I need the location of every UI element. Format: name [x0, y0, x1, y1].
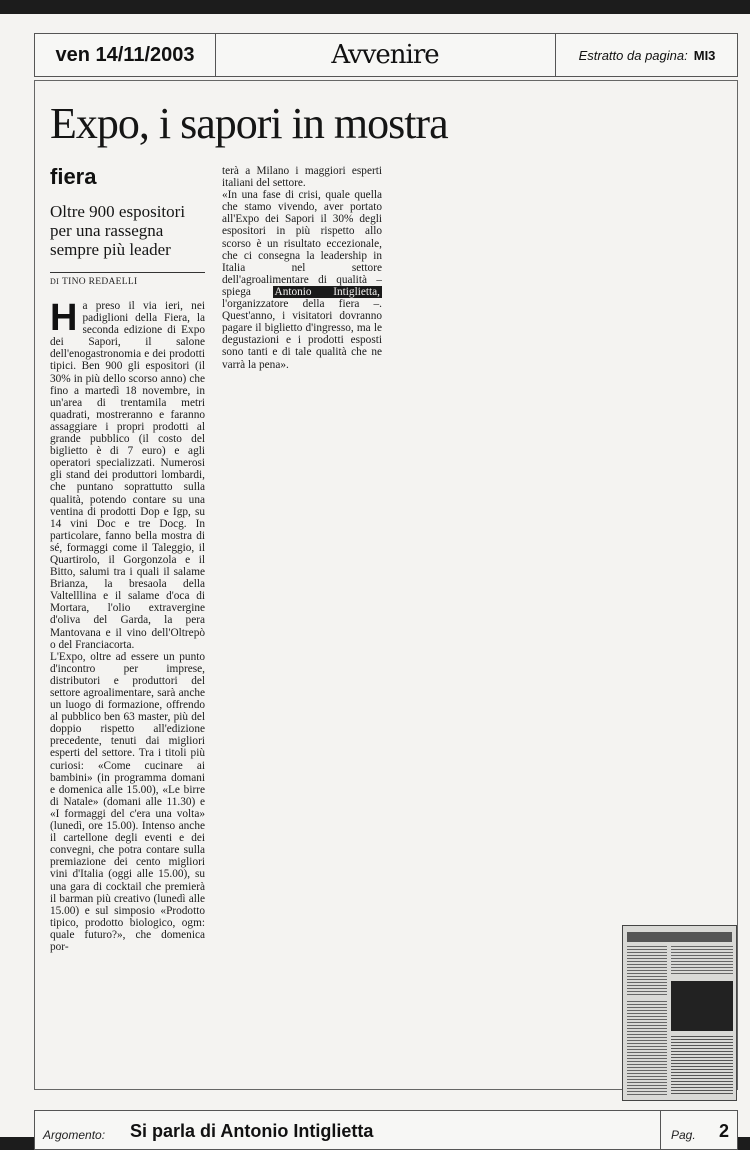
page-thumbnail — [622, 925, 737, 1101]
byline-rule — [50, 272, 205, 273]
byline-author: TINO REDAELLI — [62, 277, 138, 287]
highlighted-name: Antonio Intiglietta, — [274, 285, 380, 298]
column-2-paragraph-2-start: «In una fase di crisi, quale quella che stamo vivendo, aver portato all'Expo dei Sapori il 30% degli espositori in più rispetto allo scorso è un risultato eccezionale, che ci consegna la leadership in Italia nel settore dell'agroalimentare di qualità – spiega — [222, 189, 382, 298]
extract-info — [555, 34, 739, 76]
page-cell — [660, 1111, 739, 1149]
issue-date: ven 14/11/2003 — [35, 34, 216, 76]
column-2-paragraph-2-end: l'organizzatore della fiera –. Quest'anno, i visitatori dovranno pagare il biglietto d'ingresso, ma le degustazioni e i prodotti esposti sono tanti e di tale qualità che ne varrà la pena». — [222, 298, 382, 371]
article-title: Expo, i sapori in mostra — [50, 99, 448, 148]
drop-cap: H — [50, 300, 78, 339]
thumbnail-header-bar — [627, 932, 732, 942]
header-strip — [34, 33, 738, 77]
column-1-paragraph-2: L'Expo, oltre ad essere un punto d'incontro per imprese, distributori e produttori del settore agroalimentare, sarà anche un luogo di formazione, offrendo al pubblico ben 63 master, più del doppio rispetto all'edizione precedente, tenuti dai migliori esperti del settore. Tra i titoli più curiosi: «Come cucinare ai bambini» (in programma domani e domenica alle 15.00), «Le birre di Natale» (domani alle 11.30) e «I formaggi del c'era una volta» (lunedì, ore 15.00). Intenso anche il cartellone degli eventi e dei convegni, che potra contare sulla premiazione dei cento migliori vini d'Italia (oggi alle 15.00), su una gara di cocktail che premierà il barman più creativo (lunedì alle 15.00) e sul simposio «Prodotto tipico, prodotto biologico, ogm: quale futuro?», che domenica por- — [50, 650, 205, 953]
extract-code: MI3 — [693, 47, 716, 63]
thumbnail-text-block — [627, 1001, 667, 1096]
byline-prefix: DI — [50, 277, 60, 286]
column-2-paragraph-1: terà a Milano i maggiori esperti italiani del settore. — [222, 165, 382, 190]
thumbnail-photo — [671, 981, 733, 1031]
argument-label: Argomento: — [43, 1128, 106, 1142]
thumbnail-text-block — [671, 1036, 733, 1096]
byline — [50, 277, 137, 287]
page-number: 2 — [719, 1121, 730, 1141]
article-column-1 — [50, 300, 205, 1090]
article-subtitle: Oltre 900 espositori per una rassegna sempre più leader — [50, 202, 186, 259]
extract-label: Estratto da pagina: — [578, 47, 688, 63]
footer-strip — [34, 1110, 738, 1150]
article-column-2 — [222, 165, 382, 415]
page-label: Pag. — [671, 1128, 696, 1142]
newspaper-masthead: Avvenire — [215, 34, 556, 76]
argument-text: Si parla di Antonio Intiglietta — [130, 1121, 374, 1141]
thumbnail-text-block — [671, 946, 733, 976]
article-kicker: fiera — [50, 164, 97, 189]
thumbnail-text-block — [627, 946, 667, 996]
column-1-lead: a preso il via ieri, nei padiglioni della Fiera, la seconda edizione di Expo dei Sapori, il salone dell'enogastronomia e dei prodotti tipici. Ben 900 gli espositori (il 30% in più dello scorso anno) che fino a martedì 18 novembre, in un'area di trentamila metri quadrati, mostreranno e faranno assaggiare i propri prodotti al grande pubblico (il costo del biglietto è di 7 euro) e agli operatori specializzati. Numerosi gli stand dei produttori lombardi, che puntano soprattutto sulla qualità, potendo contare su una ventina di prodotti Dop e Igp, su 14 vini Doc e tre Docg. In particolare, fanno bella mostra di sé, formaggi come il Taleggio, il Quartirolo, il Gorgonzola e il Bitto, salumi tra i quali il salame Brianza, la bresaola della Valtelllina e il salame d'oca di Mortara, l'olio extravergine d'oliva del Garda, la pera Mantovana e il vino dell'Oltrepò o del Franciacorta. — [50, 300, 205, 651]
